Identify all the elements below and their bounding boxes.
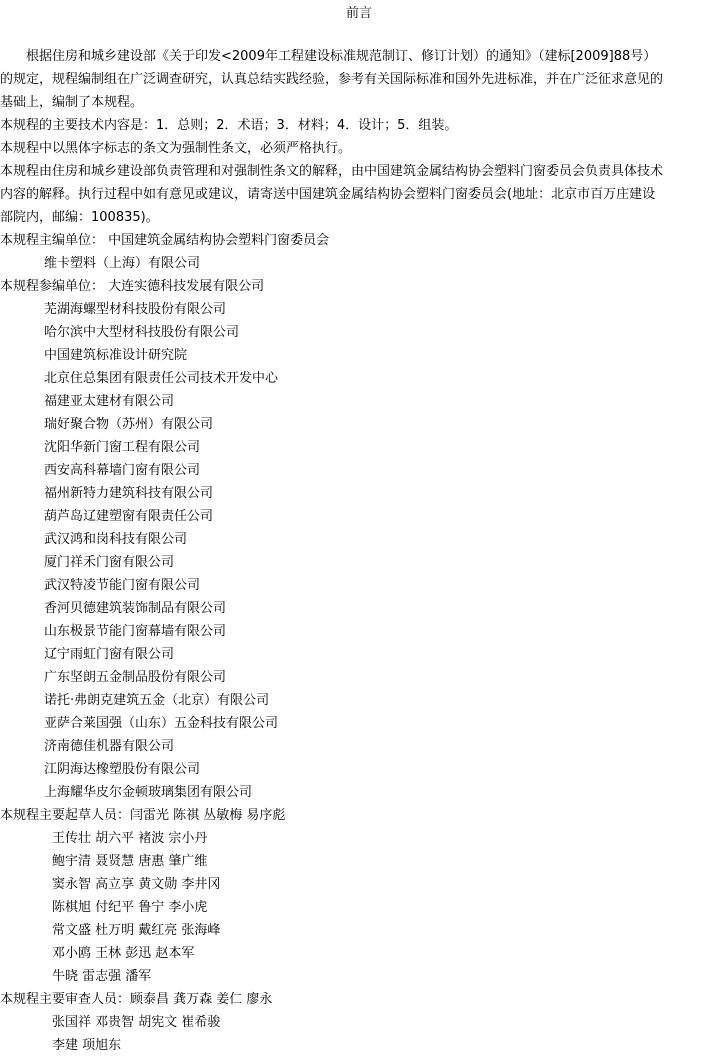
participants-label: 本规程参编单位： bbox=[0, 279, 105, 294]
participant-unit: 亚萨合莱国强（山东）五金科技有限公司 bbox=[44, 716, 279, 731]
participant-unit: 广东坚朗五金制品股份有限公司 bbox=[44, 670, 227, 685]
drafter-names: 闫雷光 陈祺 丛敏梅 易序彪 bbox=[130, 808, 286, 823]
page-title: 前言 bbox=[345, 6, 372, 21]
intro-line: 基础上，编制了本规程。 bbox=[0, 95, 144, 110]
drafters-line bbox=[0, 804, 718, 827]
chief-editors-label: 本规程主编单位： bbox=[0, 233, 105, 248]
participant-unit: 济南德佳机器有限公司 bbox=[44, 739, 175, 754]
participant-unit: 芜湖海螺型材科技股份有限公司 bbox=[44, 302, 227, 317]
intro-line: 根据住房和城乡建设部《关于印发<2009年工程建设标准规范制订、修订计划）的通知》（建标[2009]88号） bbox=[26, 49, 657, 64]
management-line: 本规程由住房和城乡建设部负责管理和对强制性条文的解释，由中国建筑金属结构协会塑料门窗委员会负责具体技术 bbox=[0, 164, 664, 179]
participants-line bbox=[0, 275, 718, 298]
participant-unit: 瑞好聚合物（苏州）有限公司 bbox=[44, 417, 214, 432]
drafters-label: 本规程主要起草人员： bbox=[0, 808, 131, 823]
drafter-names: 王传壮 胡六平 褚波 宗小丹 bbox=[52, 831, 208, 846]
participant-unit: 江阴海达橡塑股份有限公司 bbox=[44, 762, 201, 777]
chief-editor-unit: 中国建筑金属结构协会塑料门窗委员会 bbox=[108, 233, 330, 248]
drafter-names: 鲍宇清 聂贤慧 唐惠 肇广维 bbox=[52, 854, 208, 869]
management-line: 内容的解释。执行过程中如有意见或建议，请寄送中国建筑金属结构协会塑料门窗委员会(地址：北京市百万庄建设 bbox=[0, 187, 656, 202]
participant-unit: 北京住总集团有限责任公司技术开发中心 bbox=[44, 371, 279, 386]
reviewer-names: 李建 项旭东 bbox=[52, 1038, 122, 1053]
drafter-names: 邓小鸥 王林 彭迅 赵本军 bbox=[52, 946, 195, 961]
reviewer-names: 顾泰昌 龚万森 姜仁 廖永 bbox=[130, 992, 273, 1007]
participant-unit: 西安高科幕墙门窗有限公司 bbox=[44, 463, 201, 478]
participant-unit: 辽宁雨虹门窗有限公司 bbox=[44, 647, 175, 662]
participant-unit: 武汉特凌节能门窗有限公司 bbox=[44, 578, 201, 593]
drafter-names: 窦永智 高立享 黄文勋 李井冈 bbox=[52, 877, 221, 892]
reviewers-line bbox=[0, 988, 718, 1011]
participant-unit: 中国建筑标准设计研究院 bbox=[44, 348, 188, 363]
participant-unit: 福建亚太建材有限公司 bbox=[44, 394, 175, 409]
chief-editors-line bbox=[0, 229, 718, 252]
mandatory-note-line: 本规程中以黑体字标志的条文为强制性条文，必须严格执行。 bbox=[0, 141, 352, 156]
participant-unit: 山东极景节能门窗幕墙有限公司 bbox=[44, 624, 227, 639]
management-line: 部院内，邮编：100835)。 bbox=[0, 210, 159, 225]
participant-unit: 香河贝德建筑装饰制品有限公司 bbox=[44, 601, 227, 616]
participant-unit: 武汉鸿和岗科技有限公司 bbox=[44, 532, 188, 547]
chief-editor-unit: 维卡塑料（上海）有限公司 bbox=[44, 256, 201, 271]
drafter-names: 牛晓 雷志强 潘军 bbox=[52, 969, 152, 984]
participant-unit: 葫芦岛辽建塑窗有限责任公司 bbox=[44, 509, 214, 524]
participant-unit: 大连实德科技发展有限公司 bbox=[108, 279, 265, 294]
drafter-names: 陈棋旭 付纪平 鲁宁 李小虎 bbox=[52, 900, 208, 915]
participant-unit: 厦门祥禾门窗有限公司 bbox=[44, 555, 175, 570]
document-body bbox=[0, 45, 718, 1057]
reviewers-label: 本规程主要审查人员： bbox=[0, 992, 131, 1007]
participant-unit: 福州新特力建筑科技有限公司 bbox=[44, 486, 214, 501]
main-content-line: 本规程的主要技术内容是：1．总则；2．术语；3．材料；4．设计；5．组装。 bbox=[0, 118, 458, 133]
reviewer-names: 张国祥 邓贵智 胡宪文 崔希骏 bbox=[52, 1015, 221, 1030]
drafter-names: 常文盛 杜万明 戴红亮 张海峰 bbox=[52, 923, 221, 938]
participant-unit: 哈尔滨中大型材科技股份有限公司 bbox=[44, 325, 240, 340]
participant-unit: 沈阳华新门窗工程有限公司 bbox=[44, 440, 201, 455]
intro-line: 的规定，规程编制组在广泛调查研究，认真总结实践经验，参考有关国际标准和国外先进标准，并在广泛征求意见的 bbox=[0, 72, 664, 87]
participant-unit: 上海耀华皮尔金顿玻璃集团有限公司 bbox=[44, 785, 253, 800]
participant-unit: 诺托·弗朗克建筑五金（北京）有限公司 bbox=[44, 693, 270, 708]
